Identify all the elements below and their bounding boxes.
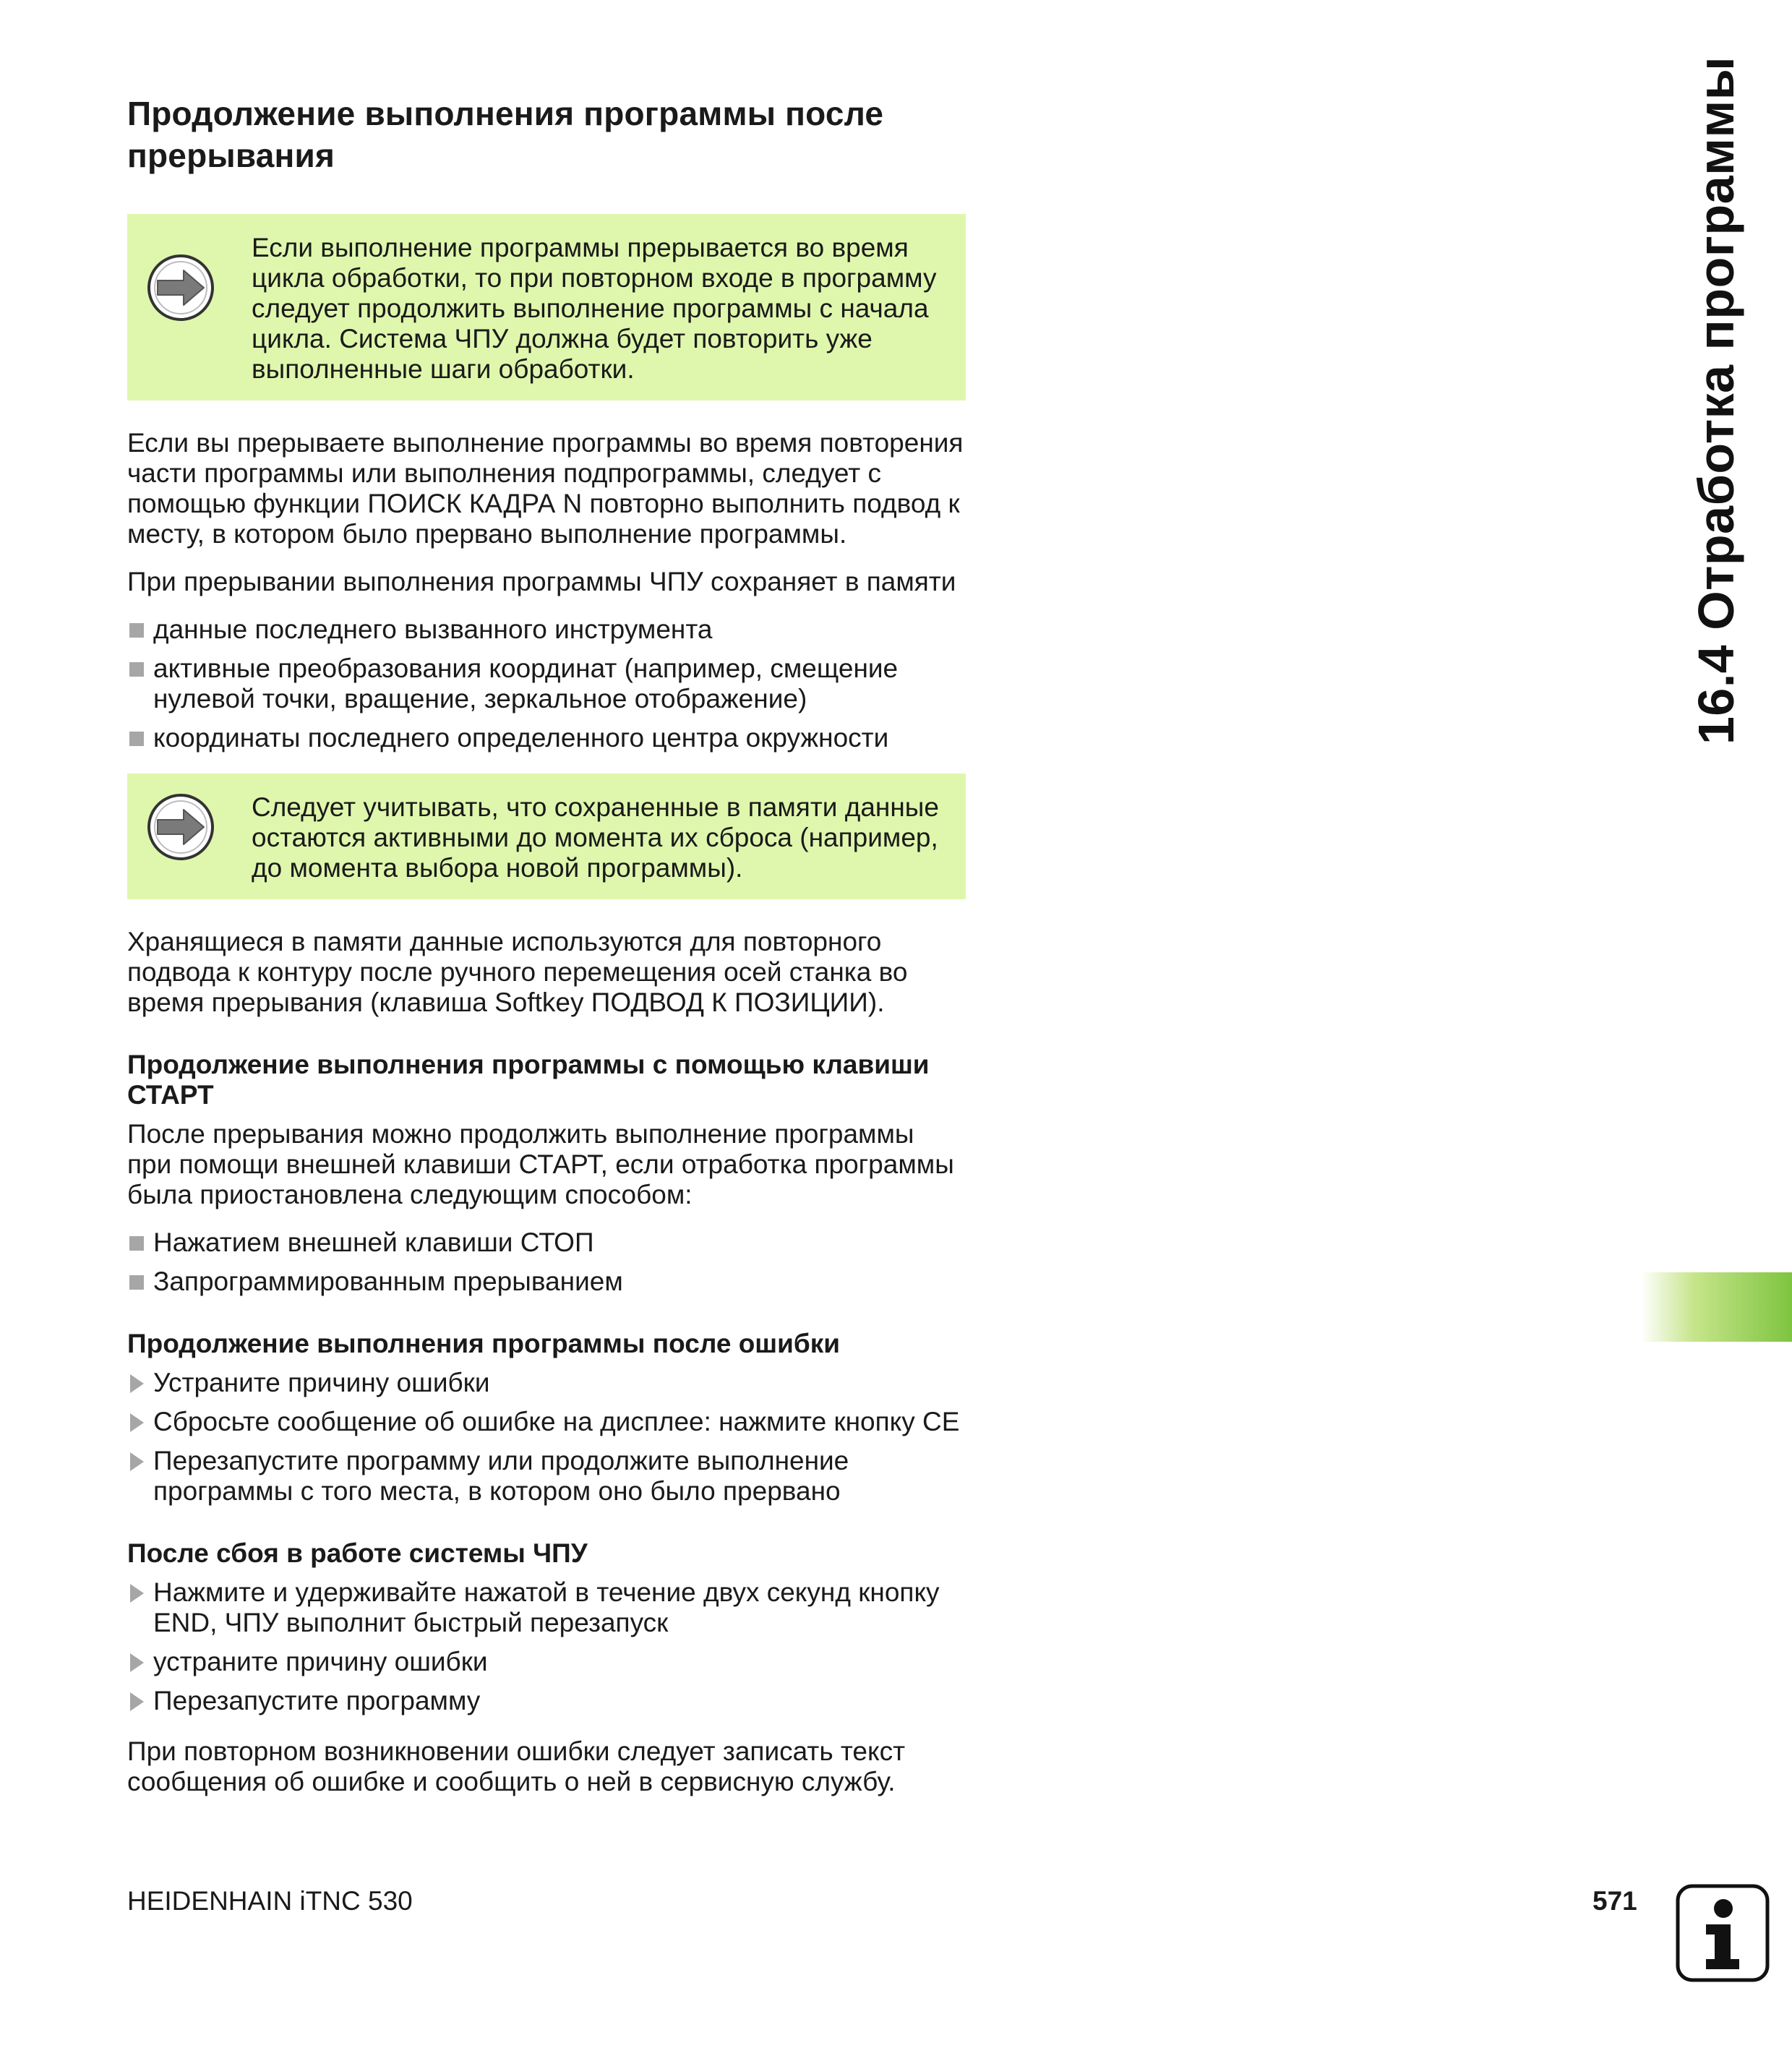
note-text: Если выполнение программы прерывается во время цикла обработки, то при повторном входе в программу следует продолжить выполнение программы с начала цикла. Система ЧПУ должна будет повторить уже выполненные шаги обработки. [252,233,937,384]
list-item: Запрограммированным прерыванием [127,1267,966,1297]
square-bullet-icon [129,1275,144,1290]
note-text: Следует учитывать, что сохраненные в памяти данные остаются активными до момента их сброса (например, до момента выбора новой программы). [252,792,939,883]
paragraph-saved-intro: При прерывании выполнения программы ЧПУ сохраняет в памяти [127,567,956,596]
arrow-right-icon [146,253,215,322]
step-item: устраните причину ошибки [127,1647,966,1677]
section-heading-start: Продолжение выполнения программы с помощью клавиши СТАРТ [127,1050,930,1110]
triangle-bullet-icon [130,1692,144,1711]
paragraph-closing: При повторном возникновении ошибки следует записать текст сообщения об ошибке и сообщить о ней в сервисную службу. [127,1736,906,1796]
note-box-saved-data [127,774,966,899]
footer-product-name: HEIDENHAIN iTNC 530 [127,1886,413,1916]
list-item: данные последнего вызванного инструмента [127,614,966,645]
crash-steps-list [127,1577,966,1716]
saved-data-list [127,614,966,753]
page-number: 571 [1592,1886,1637,1916]
triangle-bullet-icon [130,1584,144,1603]
info-icon [1676,1884,1770,1982]
page-title: Продолжение выполнения программы после прерывания [127,95,884,174]
step-item: Сбросьте сообщение об ошибке на дисплее: нажмите кнопку CE [127,1407,966,1437]
paragraph-block-search: Если вы прерываете выполнение программы во время повторения части программы или выполнения подпрограммы, следует с помощью функции ПОИСК КАДРА N повторно выполнить подвод к месту, в котором было прервано выполнение программы. [127,428,964,549]
chapter-side-title: 16.4 Отработка программы [1688,56,1744,745]
chapter-tab-marker [1641,1272,1792,1342]
main-content [127,93,966,1815]
square-bullet-icon [129,1236,144,1251]
triangle-bullet-icon [130,1413,144,1432]
list-item: координаты последнего определенного центра окружности [127,723,966,753]
list-item: активные преобразования координат (например, смещение нулевой точки, вращение, зеркальное отображение) [127,654,966,714]
triangle-bullet-icon [130,1452,144,1471]
step-item: Нажмите и удерживайте нажатой в течение двух секунд кнопку END, ЧПУ выполнит быстрый перезапуск [127,1577,966,1638]
triangle-bullet-icon [130,1374,144,1393]
start-conditions-list [127,1227,966,1297]
section-heading-crash: После сбоя в работе системы ЧПУ [127,1538,588,1568]
step-item: Устраните причину ошибки [127,1368,966,1398]
section-heading-error: Продолжение выполнения программы после ошибки [127,1329,840,1358]
step-item: Перезапустите программу или продолжите выполнение программы с того места, в котором оно было прервано [127,1446,966,1507]
square-bullet-icon [129,623,144,638]
arrow-right-icon [146,792,215,862]
error-steps-list [127,1368,966,1507]
note-box-cycle [127,214,966,400]
paragraph-approach: Хранящиеся в памяти данные используются для повторного подвода к контуру после ручного перемещения осей станка во время прерывания (клавиша Softkey ПОДВОД К ПОЗИЦИИ). [127,927,908,1017]
list-item: Нажатием внешней клавиши СТОП [127,1227,966,1258]
triangle-bullet-icon [130,1653,144,1672]
square-bullet-icon [129,732,144,746]
square-bullet-icon [129,662,144,677]
paragraph-start: После прерывания можно продолжить выполнение программы при помощи внешней клавиши СТАРТ, если отработка программы была приостановлена следующим способом: [127,1119,954,1209]
step-item: Перезапустите программу [127,1686,966,1716]
